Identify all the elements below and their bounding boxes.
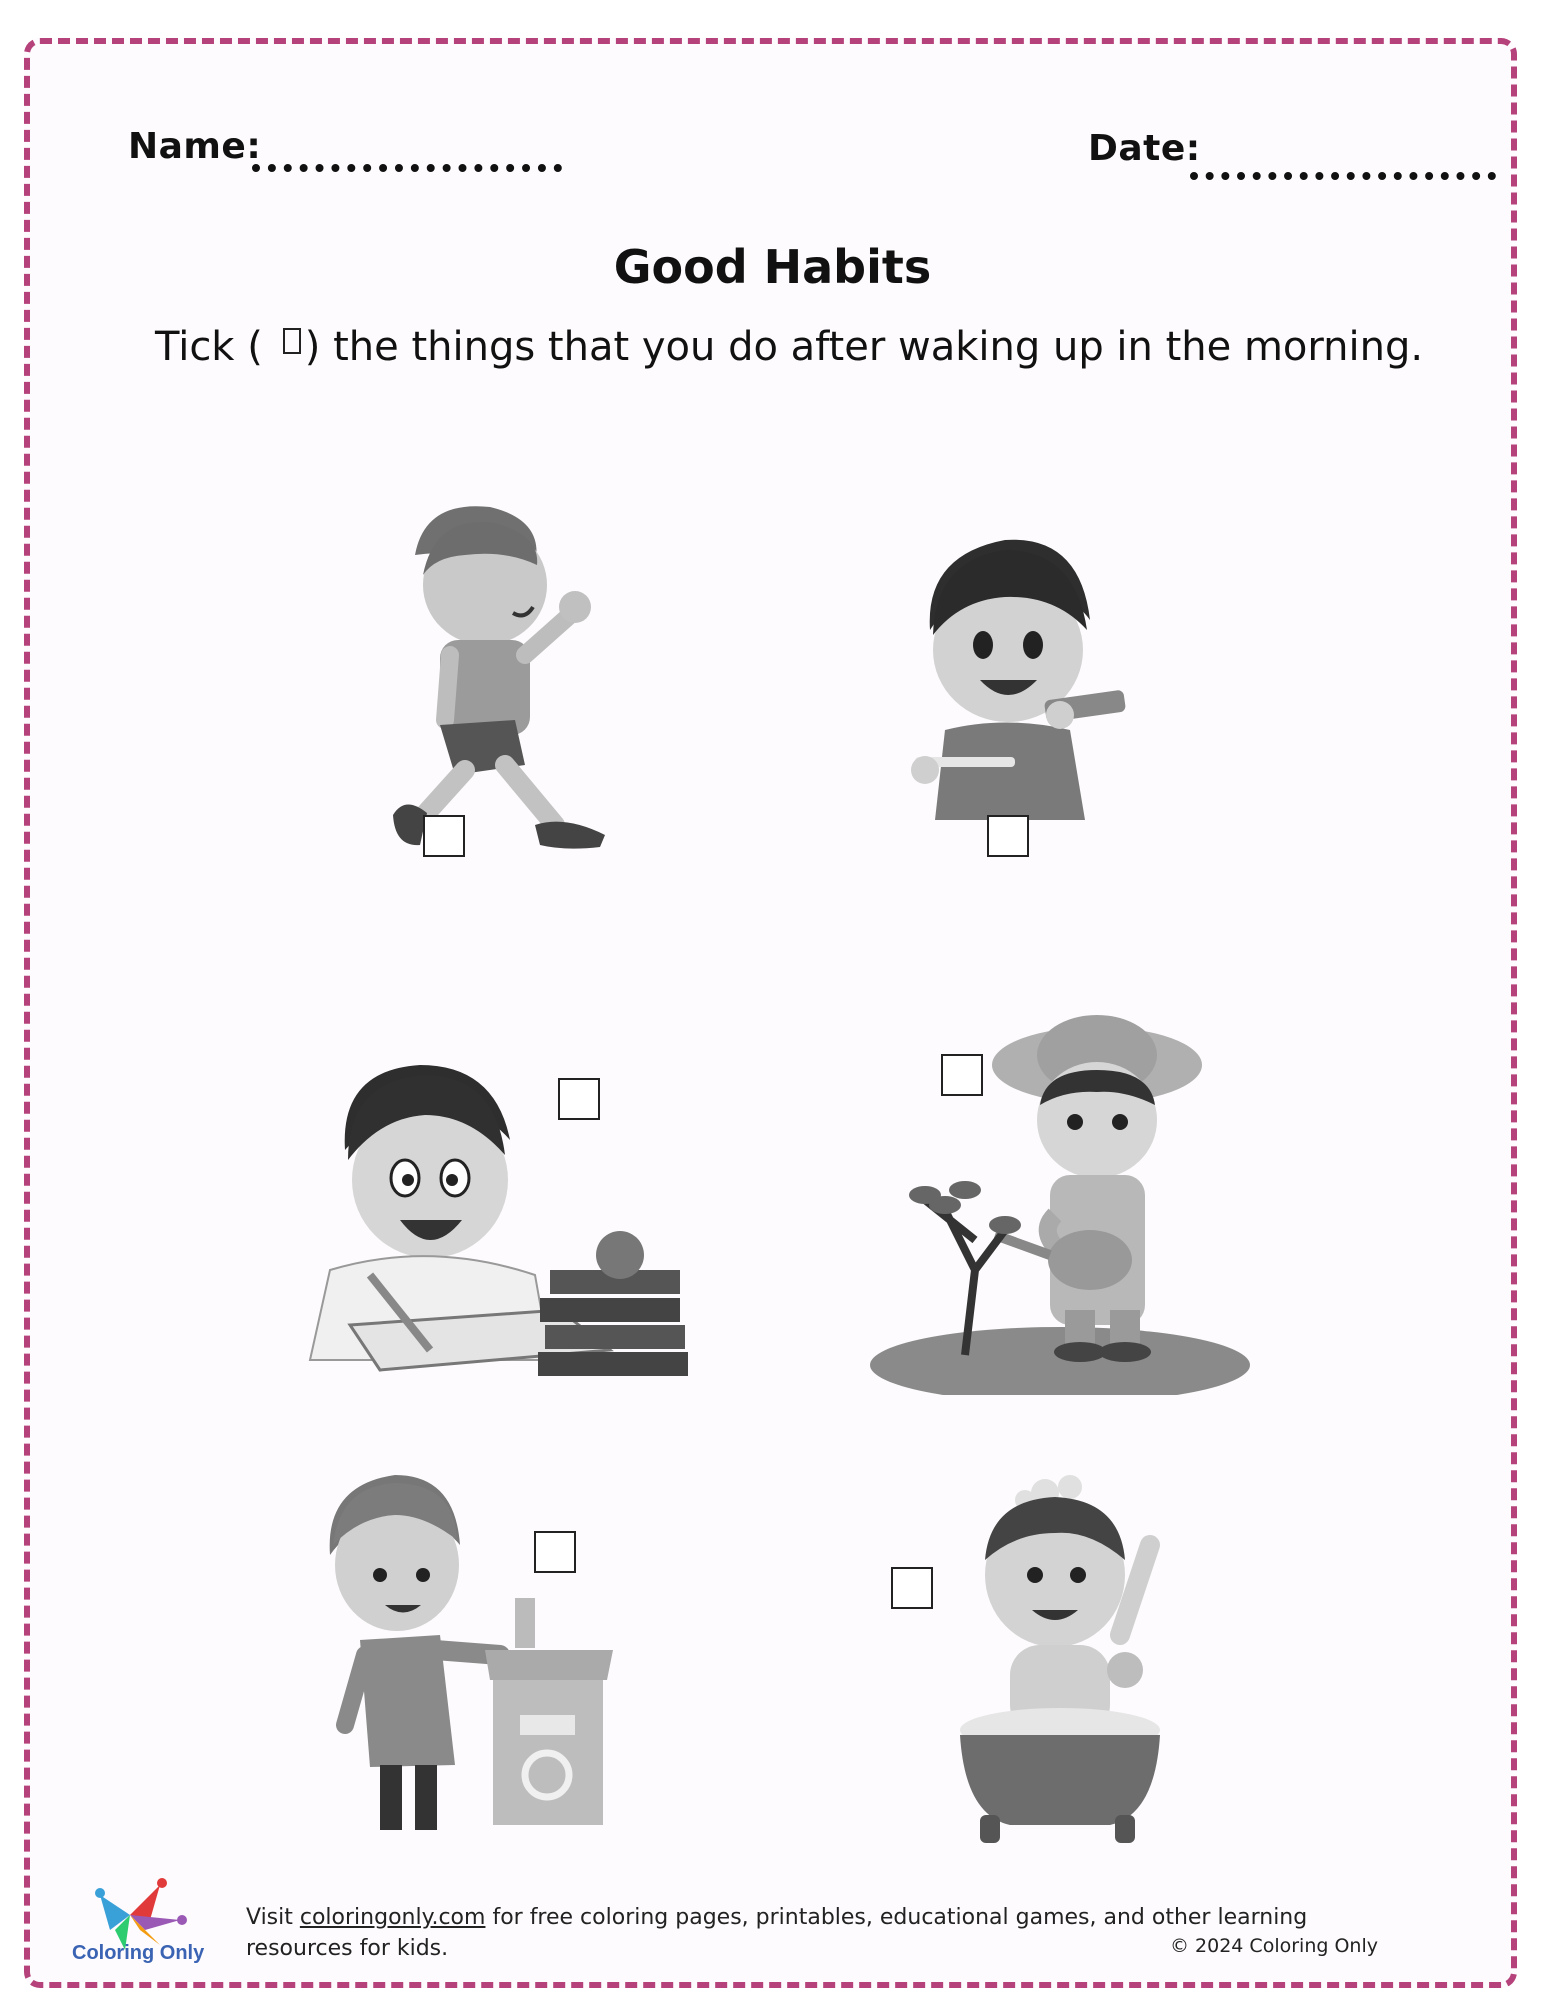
instruction-text <box>155 324 1423 370</box>
logo-text: Coloring Only <box>72 1942 205 1964</box>
checkbox-boy-recycling[interactable] <box>534 1531 576 1573</box>
copyright-text: © 2024 Coloring Only <box>1170 1935 1378 1957</box>
date-label: Date: <box>1088 128 1201 169</box>
footer-visit-suffix: for free coloring pages, printables, educational games, and other learning resources for kids. <box>246 1905 1308 1961</box>
footer-link[interactable]: coloringonly.com <box>299 1905 486 1930</box>
checkbox-boy-running[interactable] <box>423 815 465 857</box>
boy-recycling-illustration <box>325 1475 615 1840</box>
checkbox-boy-brushing-teeth[interactable] <box>987 815 1029 857</box>
name-label: Name: <box>128 126 262 167</box>
checkbox-boy-bathing[interactable] <box>891 1567 933 1609</box>
boy-bathing-illustration <box>950 1475 1170 1850</box>
footer-visit-prefix: Visit <box>246 1905 300 1930</box>
boy-running-illustration <box>365 495 625 860</box>
tick-box-icon <box>283 328 301 354</box>
boy-brushing-teeth-illustration <box>905 535 1145 820</box>
boy-watering-plant-illustration <box>865 1010 1255 1395</box>
page-title: Good Habits <box>613 240 932 294</box>
boy-studying-illustration <box>290 1060 700 1380</box>
instruction-after: ) the things that you do after waking up in the morning. <box>304 324 1424 370</box>
name-field[interactable] <box>252 164 562 172</box>
checkbox-boy-watering-plant[interactable] <box>941 1054 983 1096</box>
instruction-before: Tick ( <box>155 324 263 370</box>
checkbox-boy-studying[interactable] <box>558 1078 600 1120</box>
date-field[interactable] <box>1190 172 1496 180</box>
